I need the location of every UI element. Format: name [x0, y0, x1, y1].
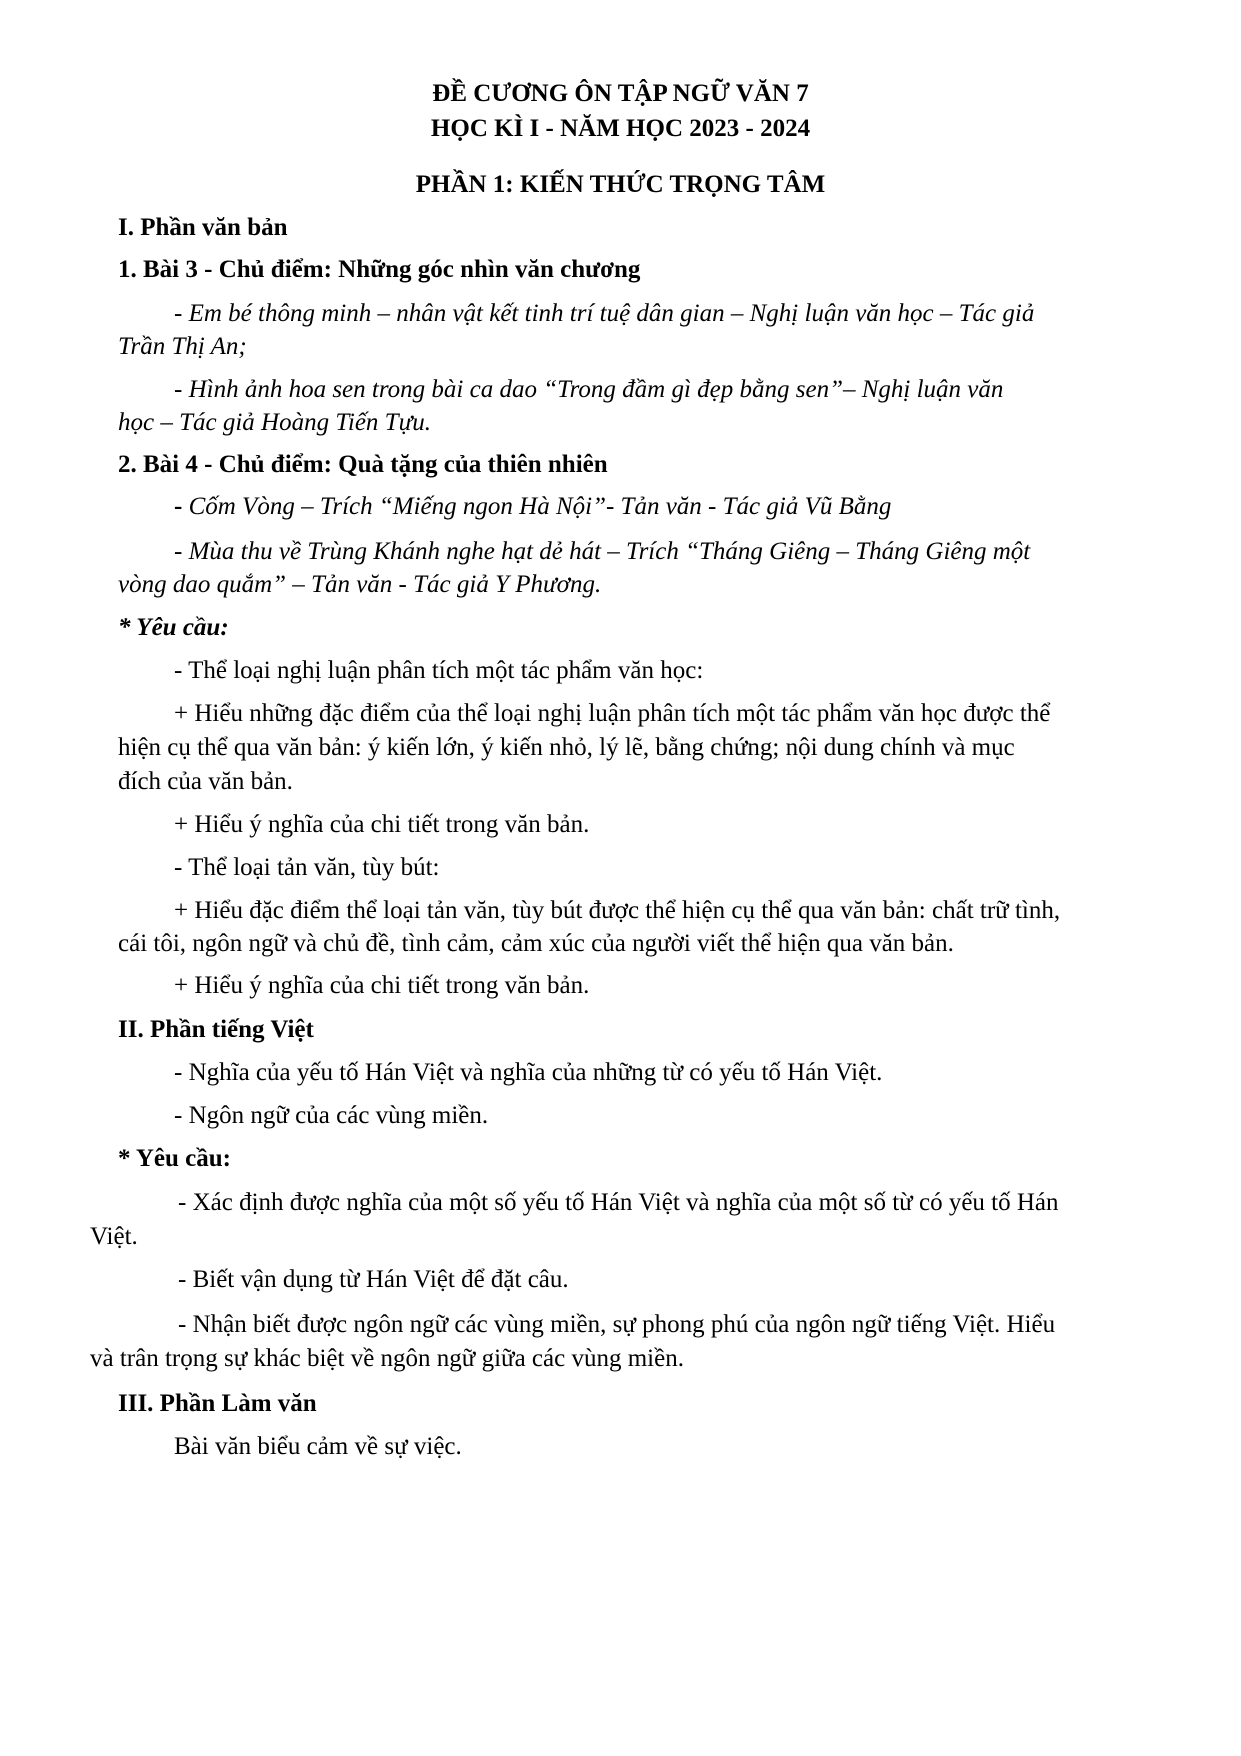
genre2-point1-line1: + Hiểu đặc điểm thể loại tản văn, tùy bút được thể hiện cụ thể qua văn bản: chất trữ tình,	[174, 897, 1061, 924]
lesson3-item2-line1: - Hình ảnh hoa sen trong bài ca dao “Trong đầm gì đẹp bằng sen”– Nghị luận văn	[174, 376, 1004, 403]
genre1-point1-line3: đích của văn bản.	[118, 768, 293, 795]
section2-req2: - Biết vận dụng từ Hán Việt để đặt câu.	[178, 1266, 569, 1293]
section2-req3-line1: - Nhận biết được ngôn ngữ các vùng miền, sự phong phú của ngôn ngữ tiếng Việt. Hiểu	[178, 1311, 1056, 1338]
lesson3-item2-line2: học – Tác giả Hoàng Tiến Tựu.	[118, 409, 431, 436]
lesson4-item2-line1: - Mùa thu về Trùng Khánh nghe hạt dẻ hát – Trích “Tháng Giêng – Tháng Giêng một	[174, 538, 1031, 565]
document-title-line1: ĐỀ CƯƠNG ÔN TẬP NGỮ VĂN 7	[432, 80, 809, 107]
section2-heading: II. Phần tiếng Việt	[118, 1016, 314, 1043]
section1-heading: I. Phần văn bản	[118, 214, 288, 241]
genre1-point1-line1: + Hiểu những đặc điểm của thể loại nghị luận phân tích một tác phẩm văn học được thể	[174, 700, 1051, 727]
genre1-point1-line2: hiện cụ thể qua văn bản: ý kiến lớn, ý kiến nhỏ, lý lẽ, bằng chứng; nội dung chính và mục	[118, 734, 1015, 761]
section1-requirements-heading: * Yêu cầu:	[118, 614, 229, 641]
lesson4-item1	[174, 489, 1241, 525]
section2-req3-line2: và trân trọng sự khác biệt về ngôn ngữ giữa các vùng miền.	[90, 1345, 684, 1372]
section2-item2: - Ngôn ngữ của các vùng miền.	[174, 1102, 489, 1129]
genre2-label: - Thể loại tản văn, tùy bút:	[174, 854, 440, 881]
genre1-label: - Thể loại nghị luận phân tích một tác phẩm văn học:	[174, 657, 704, 684]
section2-req1-line1: - Xác định được nghĩa của một số yếu tố Hán Việt và nghĩa của một số từ có yếu tố Hán	[178, 1189, 1059, 1216]
section2-req1-line2: Việt.	[90, 1223, 138, 1250]
genre1-point2: + Hiểu ý nghĩa của chi tiết trong văn bản.	[174, 811, 590, 838]
section3-heading: III. Phần Làm văn	[118, 1390, 317, 1417]
section2-item1: - Nghĩa của yếu tố Hán Việt và nghĩa của những từ có yếu tố Hán Việt.	[174, 1059, 883, 1086]
genre2-point2: + Hiểu ý nghĩa của chi tiết trong văn bản.	[174, 972, 590, 999]
document-title-line2: HỌC KÌ I - NĂM HỌC 2023 - 2024	[430, 115, 811, 142]
section3-item1: Bài văn biểu cảm về sự việc.	[174, 1433, 462, 1460]
genre2-point1-line2: cái tôi, ngôn ngữ và chủ đề, tình cảm, cảm xúc của người viết thể hiện qua văn bản.	[118, 930, 954, 957]
part1-title: PHẦN 1: KIẾN THỨC TRỌNG TÂM	[415, 171, 826, 198]
section2-requirements-heading: * Yêu cầu:	[118, 1145, 231, 1172]
lesson4-heading: 2. Bài 4 - Chủ điểm: Quà tặng của thiên nhiên	[118, 451, 608, 478]
lesson4-item1-text: Cốm Vòng – Trích “Miếng ngon Hà Nội”- Tản văn - Tác giả Vũ Bằng	[182, 493, 892, 520]
lesson4-item2-line2: vòng dao quắm” – Tản văn - Tác giả Y Phương.	[118, 571, 602, 598]
lesson3-item1-line2: Trần Thị An;	[118, 333, 247, 360]
lesson3-item1-line1: - Em bé thông minh – nhân vật kết tinh trí tuệ dân gian – Nghị luận văn học – Tác giả	[174, 300, 1035, 327]
lesson3-heading: 1. Bài 3 - Chủ điểm: Những góc nhìn văn chương	[118, 256, 641, 283]
lesson4-item1-dash: -	[174, 493, 183, 520]
